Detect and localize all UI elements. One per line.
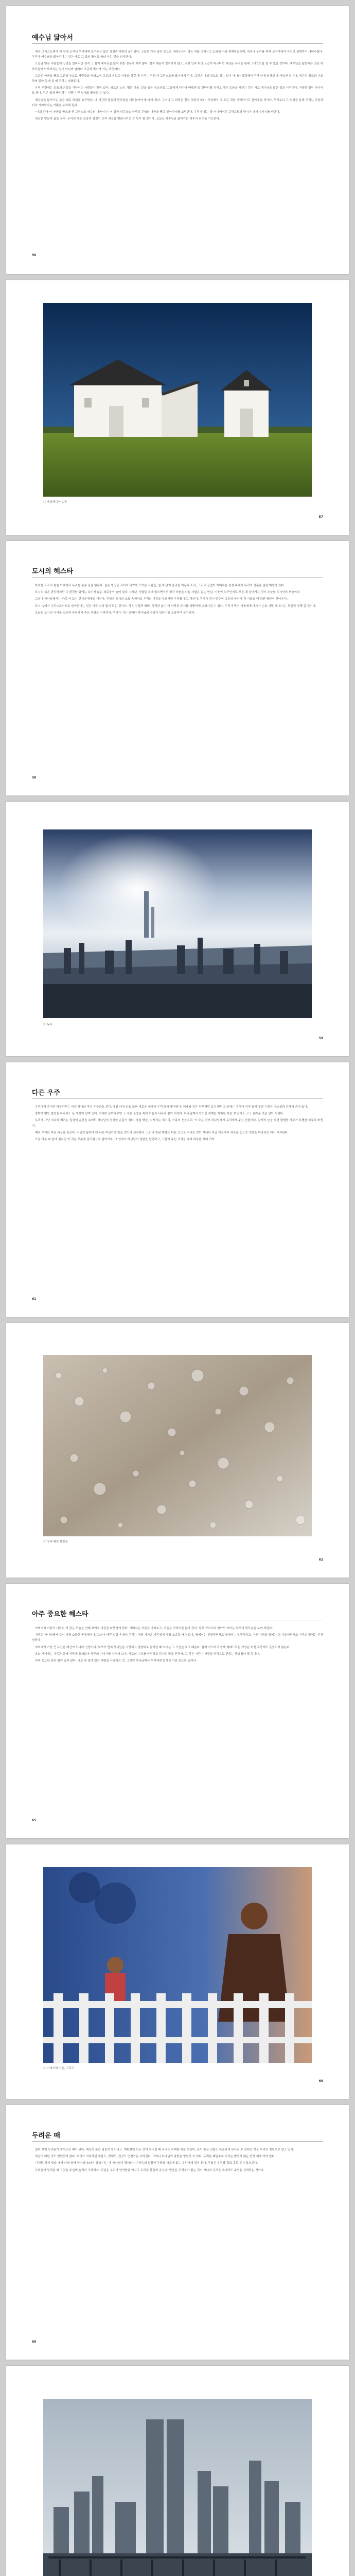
divider: [32, 43, 323, 44]
paragraph: 우리에게 주어진 하루하루는 마치 하나의 작은 우주와도 같다. 매일 아침 눈을 뜨면 새로운 세계가 우리 앞에 펼쳐진다. 어제와 같은 하루처럼 보이지만 그 안에는 우리가 미처 알지 못한 수많은 가능성과 은혜가 숨어 있다.: [35, 1106, 308, 1109]
paragraph: 가정은 하나님께서 주신 가장 소중한 공동체이다. 그러나 바쁜 일상 속에서 우리는 가장 가까운 가족에게 가장 소홀할 때가 많다. 밖에서는 친절하면서도 집에서는 무뚝뚝하고, 다른 사람의 말에는 귀 기울이면서도 가족의 말에는 무관심하다.: [32, 1634, 323, 1642]
paragraph: 살다 보면 두려움이 찾아오는 때가 있다. 예상치 못한 일들이 일어나고, 계획했던 모든 것이 무너질 때 우리는 어찌할 바를 모른다. 높이 솟은 건물도 한순간에 무너질 수 있다는 것을 우리는 경험으로 알고 있다.: [35, 2148, 294, 2151]
photo-caption: Ⓒ 창에 맺힌 물방울: [43, 1540, 68, 1544]
paragraph: 우리가 그냥 지나쳐 버리는 일상의 순간들 속에도 하나님의 섬세한 손길이 있다. 아침 햇살, 지저귀는 새소리, 가족의 웃음소리. 이 모든 것이 하나님께서 우리에게 주신 선물이다. 감사의 눈을 뜨면 평범한 하루가 특별한 하루로 바뀐다.: [32, 1119, 323, 1128]
paragraph: 아버지와 아들이 나란히 서 있는 모습은 언제 보아도 마음을 따뜻하게 한다. 아버지는 아들을 바라보고, 아들은 아버지를 닮아 간다. 말로 가르치지 않아도 아이는 부모의 뒷모습을 보며 자란다.: [35, 1627, 273, 1630]
page-number: 61: [32, 1297, 37, 1301]
photo-page-3: [6, 1323, 349, 1578]
chapter-title: 아주 중요한 헤스타: [32, 1611, 88, 1618]
chapter-body: [32, 1105, 323, 1144]
paragraph: 오늘도 도시의 거리를 걸으며 주님께서 주신 사명을 기억하자. 우리가 가는 곳마다 하나님의 나라가 임하기를 소망하며 살아가자.: [35, 611, 196, 615]
paragraph: 화려한 도시의 불빛 아래에서 우리는 종종 길을 잃는다. 높은 빌딩들 사이로 바쁘게 오가는 사람들, 쉴 새 없이 울리는 자동차 소리, 그리고 끝없이 이어지는 경쟁 속에서 우리의 영혼은 점점 메말라 간다.: [35, 584, 285, 587]
chapter-body: [32, 2147, 323, 2175]
paragraph: 오늘 저녁에는 가족과 함께 식탁에 둘러앉아 하루의 이야기를 나누어 보자. 서로의 수고를 인정하고 감사의 말을 전하자. 그 작은 시간이 가정을 천국으로 만드는 출발점이 될 것이다.: [35, 1652, 260, 1656]
paragraph: 우리 주변에는 도움의 손길을 기다리는 사람들이 많이 있다. 외로운 노인, 병든 이웃, 길을 잃은 청소년들. 그들에게 다가가 따뜻한 말 한마디를 건네고 작은 도움을 베푸는 것이 바로 예수님을 닮은 삶의 시작이다. 거창한 일이 아니어도 좋다. 작은 일에 충성하는 사람이 큰 일에도 충성할 수 있다.: [32, 87, 323, 95]
page-number: 59: [318, 1037, 323, 1040]
father-son-photo: [43, 1867, 312, 2063]
text-page-2: [6, 541, 349, 795]
divider: [32, 2141, 323, 2142]
photo-page-5: [6, 2366, 349, 2576]
barn-photo: [43, 303, 312, 497]
photo-page-4: [6, 1844, 349, 2099]
skyline-photo: [43, 2399, 312, 2576]
paragraph: 오늘 하루 내 앞에 펼쳐진 이 작은 우주를 감사함으로 살아가자. 그 안에서 하나님의 영광을 발견하고, 그분이 주신 사명을 따라 하루를 채워 가자.: [35, 1138, 216, 1142]
page-number: 57: [318, 515, 323, 519]
text-page-4: [6, 1584, 349, 1838]
photo-caption: Ⓒ 아버지와 아들, 그리고: [43, 2067, 75, 2070]
paragraph: 아주 중요한 일은 멀리 있지 않다. 바로 내 곁에 있는 사람을 사랑하는 것, 그것이 하나님께서 우리에게 맡기신 가장 중요한 일이다.: [35, 1659, 197, 1663]
chapter-body: [32, 583, 323, 617]
text-page-1: [6, 6, 349, 274]
chapter-body: [32, 49, 323, 123]
photo-caption: Ⓒ 뉴욕: [43, 1023, 52, 1026]
paragraph: 때로 우리는 다른 세상을 꿈꾼다. 지금의 삶보다 더 나은 어딘가가 있을 것이라 생각한다. 그러나 참된 변화는 다른 곳으로 떠나는 것이 아니라 지금 이곳에서 새로운 눈으로 세상을 바라보는 데서 시작된다.: [35, 1131, 289, 1134]
page-number: 58: [32, 776, 37, 779]
paragraph: 예수님을 닮아가는 삶은 때로 희생을 요구한다. 내 시간과 물질과 편안함을 내려놓아야 할 때가 있다. 그러나 그 희생은 결코 헛되지 않다. 주님께서 그 모든 것을 기억하시고 갚아주실 것이다. 무엇보다 그 희생을 통해 우리는 주님과 더욱 가까워지는 기쁨을 누리게 된다.: [32, 98, 323, 107]
page-number: 69: [32, 2340, 37, 2344]
photo-page-1: [6, 280, 349, 535]
paragraph: 예수 그리스도께서 이 땅에 오셔서 우리에게 보여주신 삶은 섬김과 사랑의 삶이었다. 그분은 가장 낮은 곳으로 내려오셔서 병든 자를 고치시고 소외된 자와 함께하셨으며, 마침내 우리를 위해 십자가에서 자신의 생명까지 내어주셨다. 우리가 예수님을 닮아간다는 것은 바로 그 삶의 방식을 따라 사는 것을 의미한다.: [32, 50, 323, 59]
page-number: 62: [318, 1558, 323, 1562]
paragraph: 세상의 어떤 것도 영원하지 않다. 우리가 의지하던 재물도, 명예도, 건강도 언젠가는 사라진다. 그러나 하나님의 말씀은 영원히 서 있다. 두려운 때일수록 우리는 변하지 않는 반석 위에 서야 한다.: [35, 2155, 276, 2159]
divider: [32, 577, 323, 578]
divider: [32, 1098, 323, 1099]
chapter-body: [32, 1626, 323, 1665]
chapter-title: 도시의 헤스타: [32, 568, 73, 575]
text-page-3: [6, 1062, 349, 1317]
paragraph: 그러나 하나님께서는 바로 이 도시 한가운데에도 계신다. 주님은 도시의 소음 속에서도 우리의 이름을 부르시며 우리를 찾고 계신다. 우리가 잠시 멈추어 그분의 음성에 귀 기울일 때 참된 평안이 찾아온다.: [35, 598, 288, 601]
chapter-title: 두려운 때: [32, 2132, 60, 2140]
paragraph: 창밖에 맺힌 물방울 하나에도 온 세상이 담겨 있다. 자세히 들여다보면 그 작은 물방울 속에 하늘과 나무와 빛이 비친다. 하나님께서 만드신 세계는 이처럼 작은 것 안에도 크고 놀라운 것을 담아 두셨다.: [35, 1112, 284, 1116]
paragraph: "두려워하지 말라 내가 너와 함께 함이라 놀라지 말라 나는 네 하나님이 됨이라" 이 약속의 말씀이 두려움 가운데 있는 우리에게 힘이 된다. 주님은 우리를 결코 홀로 두지 않으신다.: [35, 2162, 258, 2165]
chapter-title: 예수님 닮아서: [32, 34, 73, 42]
paragraph: 도시 속에서 그리스도인으로 살아간다는 것은 어둠 속의 빛이 되는 것이다. 작은 친절과 배려, 정직한 삶이 이 삭막한 도시를 따뜻하게 변화시킬 수 있다. 우리가 먼저 이웃에게 다가가 손을 내밀 때 도시는 조금씩 변해 갈 것이다.: [35, 604, 316, 608]
paragraph: 오늘날 많은 사람들이 신앙을 말하지만 정작 그 삶이 예수님을 닮지 못한 경우가 적지 않다. 말과 행동이 일치하지 않고, 교회 안과 밖의 모습이 다르다면 세상은 우리를 통해 그리스도를 볼 수 없을 것이다. 예수님을 닮는다는 것은 하루아침에 이루어지는 일이 아니라 날마다 조금씩 빚어져 가는 과정이다.: [32, 62, 323, 71]
paragraph: 그분의 마음을 품고 그분의 눈으로 사람들을 바라보며 그분의 손길로 이웃을 섬길 때 우리는 점점 더 그리스도를 닮아가게 된다. 그것은 나의 힘으로 되는 일이 아니라 성령께서 우리 안에 일하실 때 가능한 일이다. 겸손히 엎드려 기도하며 말씀 앞에 설 때 우리는 변화된다.: [32, 74, 323, 83]
photo-caption: Ⓒ 펜실베니아 농장: [43, 501, 67, 504]
city-photo: [43, 829, 312, 1018]
chapter-title: 다른 우주: [32, 1089, 60, 1097]
page-number: 56: [32, 253, 37, 257]
photo-page-2: [6, 802, 349, 1056]
paragraph: "너희 안에 이 마음을 품으라 곧 그리스도 예수의 마음이니" 이 말씀처럼 오늘 하루도 주님의 마음을 품고 살아가기를 소망한다. 우리가 있는 곳 어디에서든 그리스도의 향기가 퍼져 나가기를 바란다.: [35, 111, 280, 114]
paragraph: 세상은 말보다 삶을 본다. 우리의 작은 순종과 섬김이 모여 세상을 변화시키는 큰 힘이 될 것이다. 오늘도 예수님을 닮아가는 하루가 되기를 기도한다.: [35, 117, 220, 121]
paragraph: 자녀에게 가장 큰 유산은 재산이 아니라 신앙이다. 부모가 먼저 하나님을 사랑하고 말씀대로 살아갈 때 자녀는 그 모습을 보고 배운다. 함께 기도하고 함께 예배드리는 가정은 어떤 폭풍에도 흔들리지 않는다.: [35, 1646, 291, 1649]
page-number: 65: [32, 1819, 37, 1822]
text-page-5: [6, 2105, 349, 2360]
paragraph: 도시의 삶은 편리하지만 그 편리함 뒤에는 보이지 않는 외로움이 숨어 있다. 수많은 사람들 속에 있으면서도 정작 마음을 나눌 사람은 없는 현실. 이웃이 누구인지도 모른 채 살아가는 것이 오늘날 도시인의 모습이다.: [35, 591, 301, 595]
page-number: 66: [318, 2079, 323, 2083]
droplets-photo: [43, 1355, 312, 1536]
paragraph: 두려움이 밀려올 때 그것을 주님께 솔직히 고백하자. 주님은 우리의 연약함을 아시고 우리를 붙들어 주신다. 믿음은 두려움이 없는 것이 아니라 두려움 속에서도 주님을 신뢰하는 것이다.: [35, 2168, 265, 2172]
